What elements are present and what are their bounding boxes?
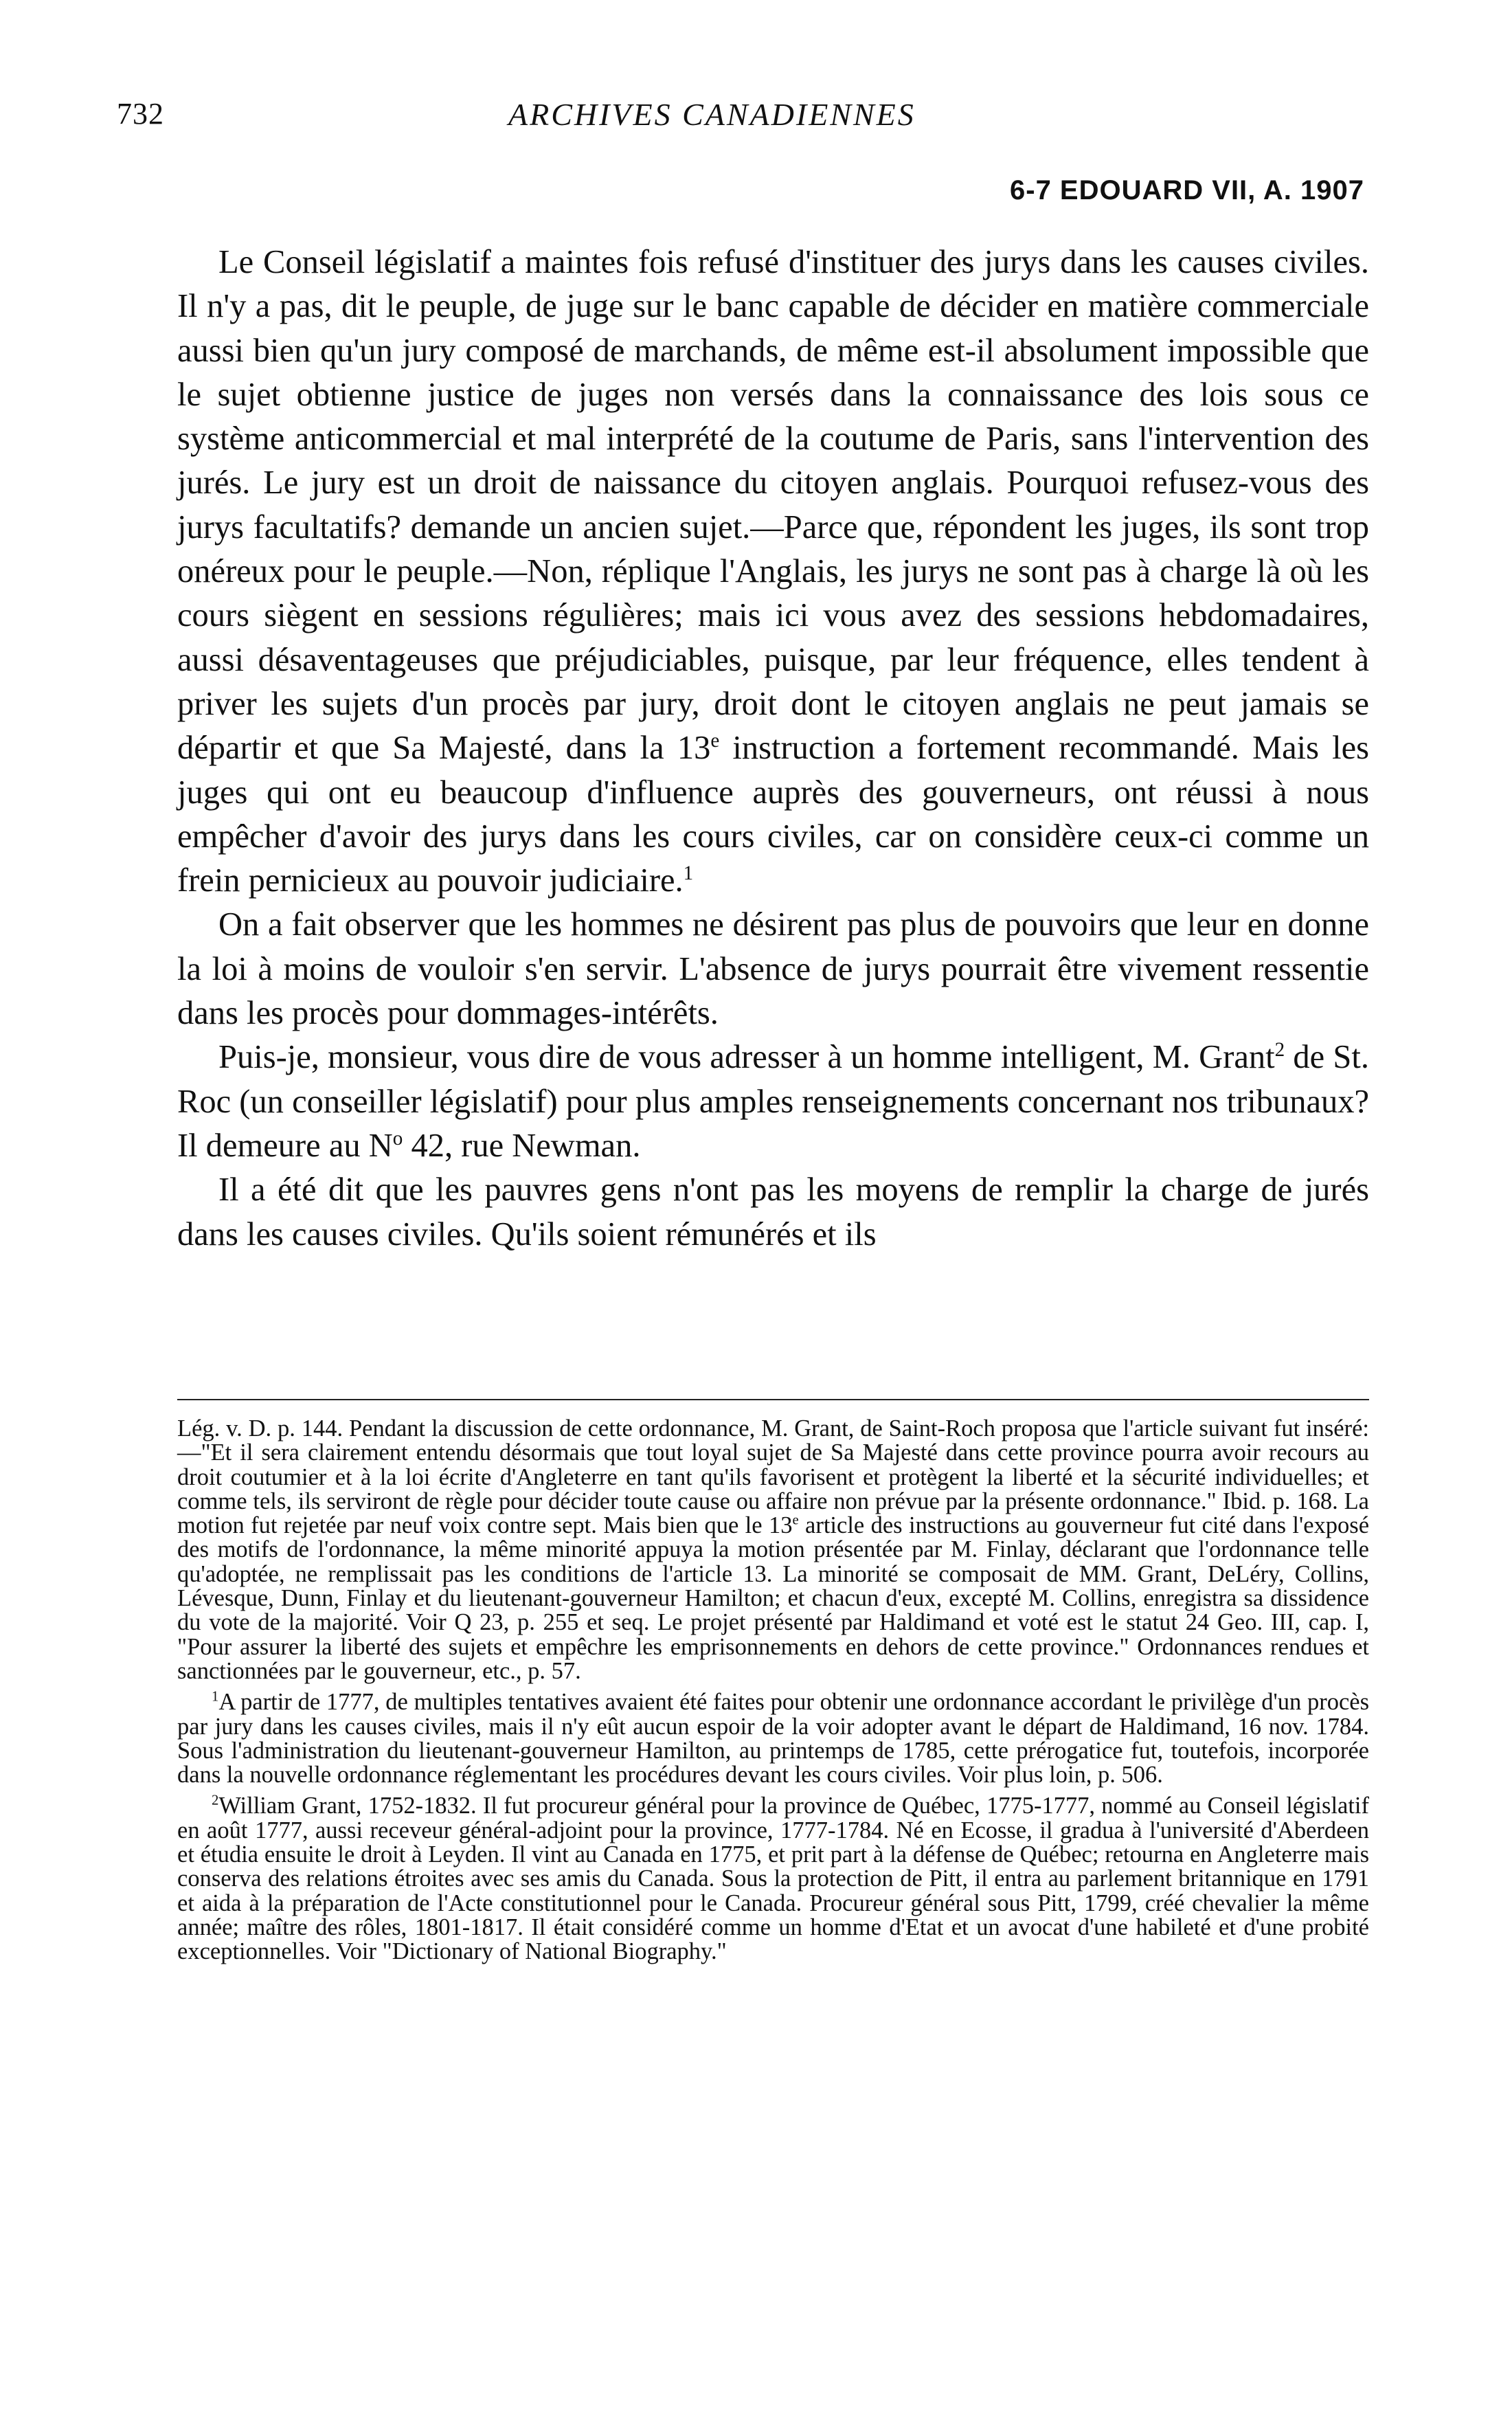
footnote-1-text: A partir de 1777, de multiples tentatives avaient été faites pour obtenir une ordonnance accordant le privilège d'un procès par jury dans les causes civiles, mais il n'y eût aucun espoir de la voir adopter avant le départ de Haldimand, 16 nov. 1784. Sous l'administration du lieutenant-gouverneur Hamilton, au printemps de 1785, cette prérogatice fut, toutefois, incorporée dans la nouvelle ordonnance réglementant les procédures devant les cours civiles. Voir plus loin, p. 506.: [177, 1689, 1369, 1788]
footnote-ref-1: 1: [683, 862, 694, 884]
paragraph-3-part-b: de St. Roc (un conseiller législatif) pour plus amples renseignements concernant nos tribunaux? Il demeure au N: [177, 1039, 1369, 1164]
running-title: ARCHIVES CANADIENNES: [508, 97, 916, 132]
footnote-continuation: [177, 1417, 1369, 1683]
paragraph-1: [177, 240, 1369, 903]
footnote-2-text: William Grant, 1752-1832. Il fut procureur général pour la province de Québec, 1775-1777, nommé au Conseil législatif en août 1777, aussi receveur général-adjoint pour la province, 1777-1784. Né en Ecosse, il gradua à l'université d'Aberdeen et étudia ensuite le droit à Leyden. Il vint au Canada en 1775, et prit part à la défense de Québec; retourna en Angleterre mais conserva des relations étroites avec ses amis du Canada. Sous la protection de Pitt, il entra au parlement britannique en 1791 et aida à la préparation de l'Acte constitutionnel pour le Canada. Procureur général sous Pitt, 1799, créé chevalier la même année; maître des rôles, 1801-1817. Il était considéré comme un homme d'Etat et un avocat d'une habileté et d'une probité exceptionnelles. Voir "Dictionary of National Biography.": [177, 1793, 1369, 1965]
edition-line: 6-7 EDOUARD VII, A. 1907: [1010, 175, 1365, 205]
paragraph-1-part-a: Le Conseil législatif a maintes fois refusé d'instituer des jurys dans les causes civiles. Il n'y a pas, dit le peuple, de juge sur le banc capable de décider en matière commerciale aussi bien qu'un jury composé de marchands, de même est-il absolument impossible que le sujet obtienne justice de juges non versés dans la connaissance des lois sous ce système anticommercial et mal interprété de la coutume de Paris, sans l'intervention des jurés. Le jury est un droit de naissance du citoyen anglais. Pourquoi refusez-vous des jurys facultatifs? demande un ancien sujet.—Parce que, répondent les juges, ils sont trop onéreux pour le peuple.—Non, réplique l'Anglais, les jurys ne sont pas à charge là où les cours siègent en sessions régulières; mais ici vous avez des sessions hebdomadaires, aussi désaventageuses que préjudiciables, puisque, par leur fréquence, elles tendent à priver les sujets d'un procès par jury, droit dont le citoyen anglais ne peut jamais se départir et que Sa Majesté, dans la 13: [177, 244, 1369, 767]
paragraph-4: Il a été dit que les pauvres gens n'ont pas les moyens de remplir la charge de jurés dans les causes civiles. Qu'ils soient rémunérés et ils: [177, 1171, 1369, 1253]
paragraph-1-part-b: instruction a fortement recommandé. Mais les juges qui ont eu beaucoup d'influence auprès des gouverneurs, ont réussi à nous empêcher d'avoir des jurys dans les cours civiles, car on considère ceux-ci comme un frein pernicieux au pouvoir judiciaire.: [177, 730, 1370, 899]
footnote-continuation-part-a: Lég. v. D. p. 144. Pendant la discussion de cette ordonnance, M. Grant, de Saint-Roch proposa que l'article suivant fut inséré:—"Et il sera clairement entendu désormais que tout loyal sujet de Sa Majesté dans cette province pourra avoir recours au droit coutumier et à la loi écrite d'Angleterre en tant qu'ils favorisent et protègent la liberté et la sécurité individuelles; et comme tels, ils serviront de règle pour décider toute cause ou affaire non prévue par la présente ordonnance." Ibid. p. 168. La motion fut rejetée par neuf voix contre sept. Mais bien que le 13: [177, 1415, 1369, 1539]
paragraph-3: [177, 1035, 1369, 1168]
body-text: [177, 240, 1369, 1257]
page-number: 732: [117, 97, 164, 131]
ordinal-superscript: e: [792, 1512, 799, 1528]
footnote-2-mark: 2: [212, 1793, 219, 1808]
footnote-continuation-part-b: article des instructions au gouverneur fut cité dans l'exposé des motifs de l'ordonnance, la même minorité appuya la motion présentée par M. Finlay, déclarant que l'ordonnance telle qu'adoptée, ne remplissait pas les conditions de l'article 13. La minorité se composait de MM. Grant, DeLéry, Collins, Lévesque, Dunn, Finlay et du lieutenant-gouverneur Hamilton; et chacun d'eux, excepté M. Collins, enregistra sa dissidence du vote de la majorité. Voir Q 23, p. 255 et seq. Le projet présenté par Haldimand et voté est le statut 24 Geo. III, cap. I, "Pour assurer la liberté des sujets et empêchre les emprisonnements en dehors de cette province." Ordonnances rendues et sanctionnées par le gouverneur, etc., p. 57.: [177, 1512, 1370, 1684]
paragraph-2: On a fait observer que les hommes ne désirent pas plus de pouvoirs que leur en donne la loi à moins de vouloir s'en servir. L'absence de jurys pourrait être vivement ressentie dans les procès pour dommages-intérêts.: [177, 906, 1369, 1032]
footnote-ref-2: 2: [1274, 1039, 1285, 1062]
paragraph-3-part-c: 42, rue Newman.: [403, 1127, 641, 1164]
numero-superscript: o: [392, 1127, 403, 1150]
footnote-divider: [177, 1399, 1369, 1400]
paragraph-3-part-a: Puis-je, monsieur, vous dire de vous adresser à un homme intelligent, M. Grant: [218, 1039, 1275, 1076]
footnote-1-mark: 1: [212, 1689, 219, 1705]
footnote-1: [177, 1690, 1369, 1787]
footnotes: [177, 1417, 1369, 1971]
footnote-2: [177, 1794, 1369, 1964]
ordinal-superscript: e: [710, 730, 720, 752]
